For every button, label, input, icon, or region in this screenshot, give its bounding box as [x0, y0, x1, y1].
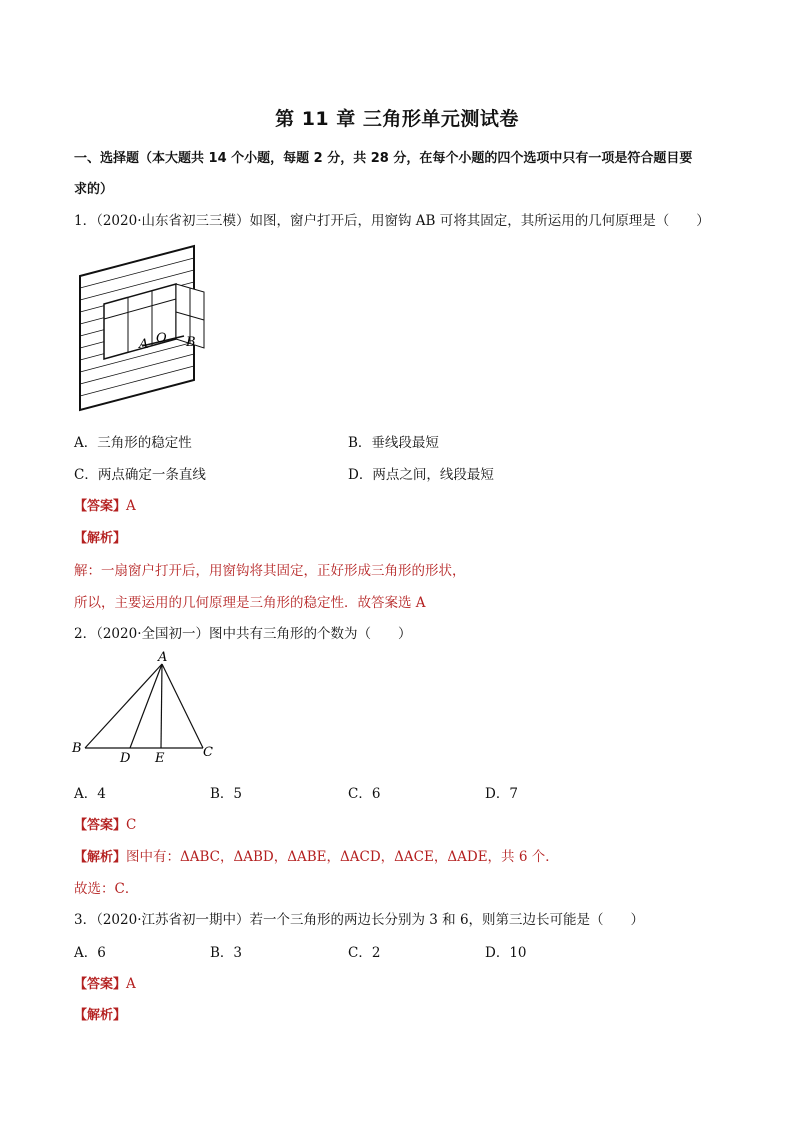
triangle-figure	[70, 648, 230, 768]
q1-option-c: C．两点确定一条直线	[74, 467, 206, 483]
q2-option-c: C．6	[348, 786, 381, 802]
q1-answer-value: A	[126, 498, 136, 514]
q1-analysis-line1: 解：一扇窗户打开后，用窗钩将其固定，正好形成三角形的形状，	[74, 563, 466, 579]
window-figure	[76, 244, 206, 414]
q3-stem: 3．（2020·江苏省初一期中）若一个三角形的两边长分别为 3 和 6，则第三边长可能是（ ）	[74, 912, 645, 928]
q2-analysis-text: 图中有：ΔABC，ΔABD，ΔABE，ΔACD，ΔACE，ΔADE，共 6 个．	[126, 849, 559, 865]
q3-option-d: D．10	[485, 945, 527, 961]
section-heading-line2: 求的）	[74, 182, 114, 197]
q1-analysis-line2: 所以，主要运用的几何原理是三角形的稳定性．故答案选 A	[74, 595, 426, 611]
figure-label-A: A	[139, 337, 149, 352]
q3-answer	[74, 973, 136, 992]
figure-label-B: B	[186, 335, 196, 350]
q2-conclusion: 故选：C．	[74, 881, 139, 897]
q1-option-b: B．垂线段最短	[348, 435, 439, 451]
triangle-label-E: E	[155, 751, 165, 766]
q1-option-a: A．三角形的稳定性	[74, 435, 192, 451]
q1-answer-label: 【答案】	[74, 499, 127, 514]
triangle-label-B: B	[72, 741, 82, 756]
section-heading-line1: 一、选择题（本大题共 14 个小题，每题 2 分，共 28 分，在每个小题的四个选项中只有一项是符合题目要	[74, 151, 693, 166]
q2-analysis	[74, 845, 559, 865]
q3-answer-label: 【答案】	[74, 977, 127, 992]
triangle-label-C: C	[203, 745, 213, 760]
q2-analysis-label: 【解析】	[74, 850, 127, 865]
q2-answer-label: 【答案】	[74, 818, 127, 833]
q3-option-a: A．6	[74, 945, 106, 961]
q1-stem: 1．（2020·山东省初三三模）如图，窗户打开后，用窗钩 AB 可将其固定，其所运用的几何原理是（ ）	[74, 213, 710, 229]
page-title: 第 11 章 三角形单元测试卷	[275, 108, 519, 130]
q3-analysis-label: 【解析】	[74, 1008, 127, 1023]
figure-label-O: O	[156, 331, 167, 346]
q2-stem: 2．（2020·全国初一）图中共有三角形的个数为（ ）	[74, 626, 412, 642]
q2-option-b: B．5	[210, 786, 243, 802]
q3-option-b: B．3	[210, 945, 243, 961]
q2-answer-value: C	[126, 817, 137, 833]
q2-answer	[74, 814, 136, 833]
q2-option-d: D．7	[485, 786, 518, 802]
q1-analysis-label: 【解析】	[74, 531, 127, 546]
triangle-label-A: A	[158, 650, 168, 665]
q3-answer-value: A	[126, 976, 136, 992]
triangle-label-D: D	[120, 751, 131, 766]
q2-option-a: A．4	[74, 786, 106, 802]
q1-option-d: D．两点之间，线段最短	[348, 467, 494, 483]
q3-option-c: C．2	[348, 945, 381, 961]
q1-answer	[74, 495, 136, 514]
